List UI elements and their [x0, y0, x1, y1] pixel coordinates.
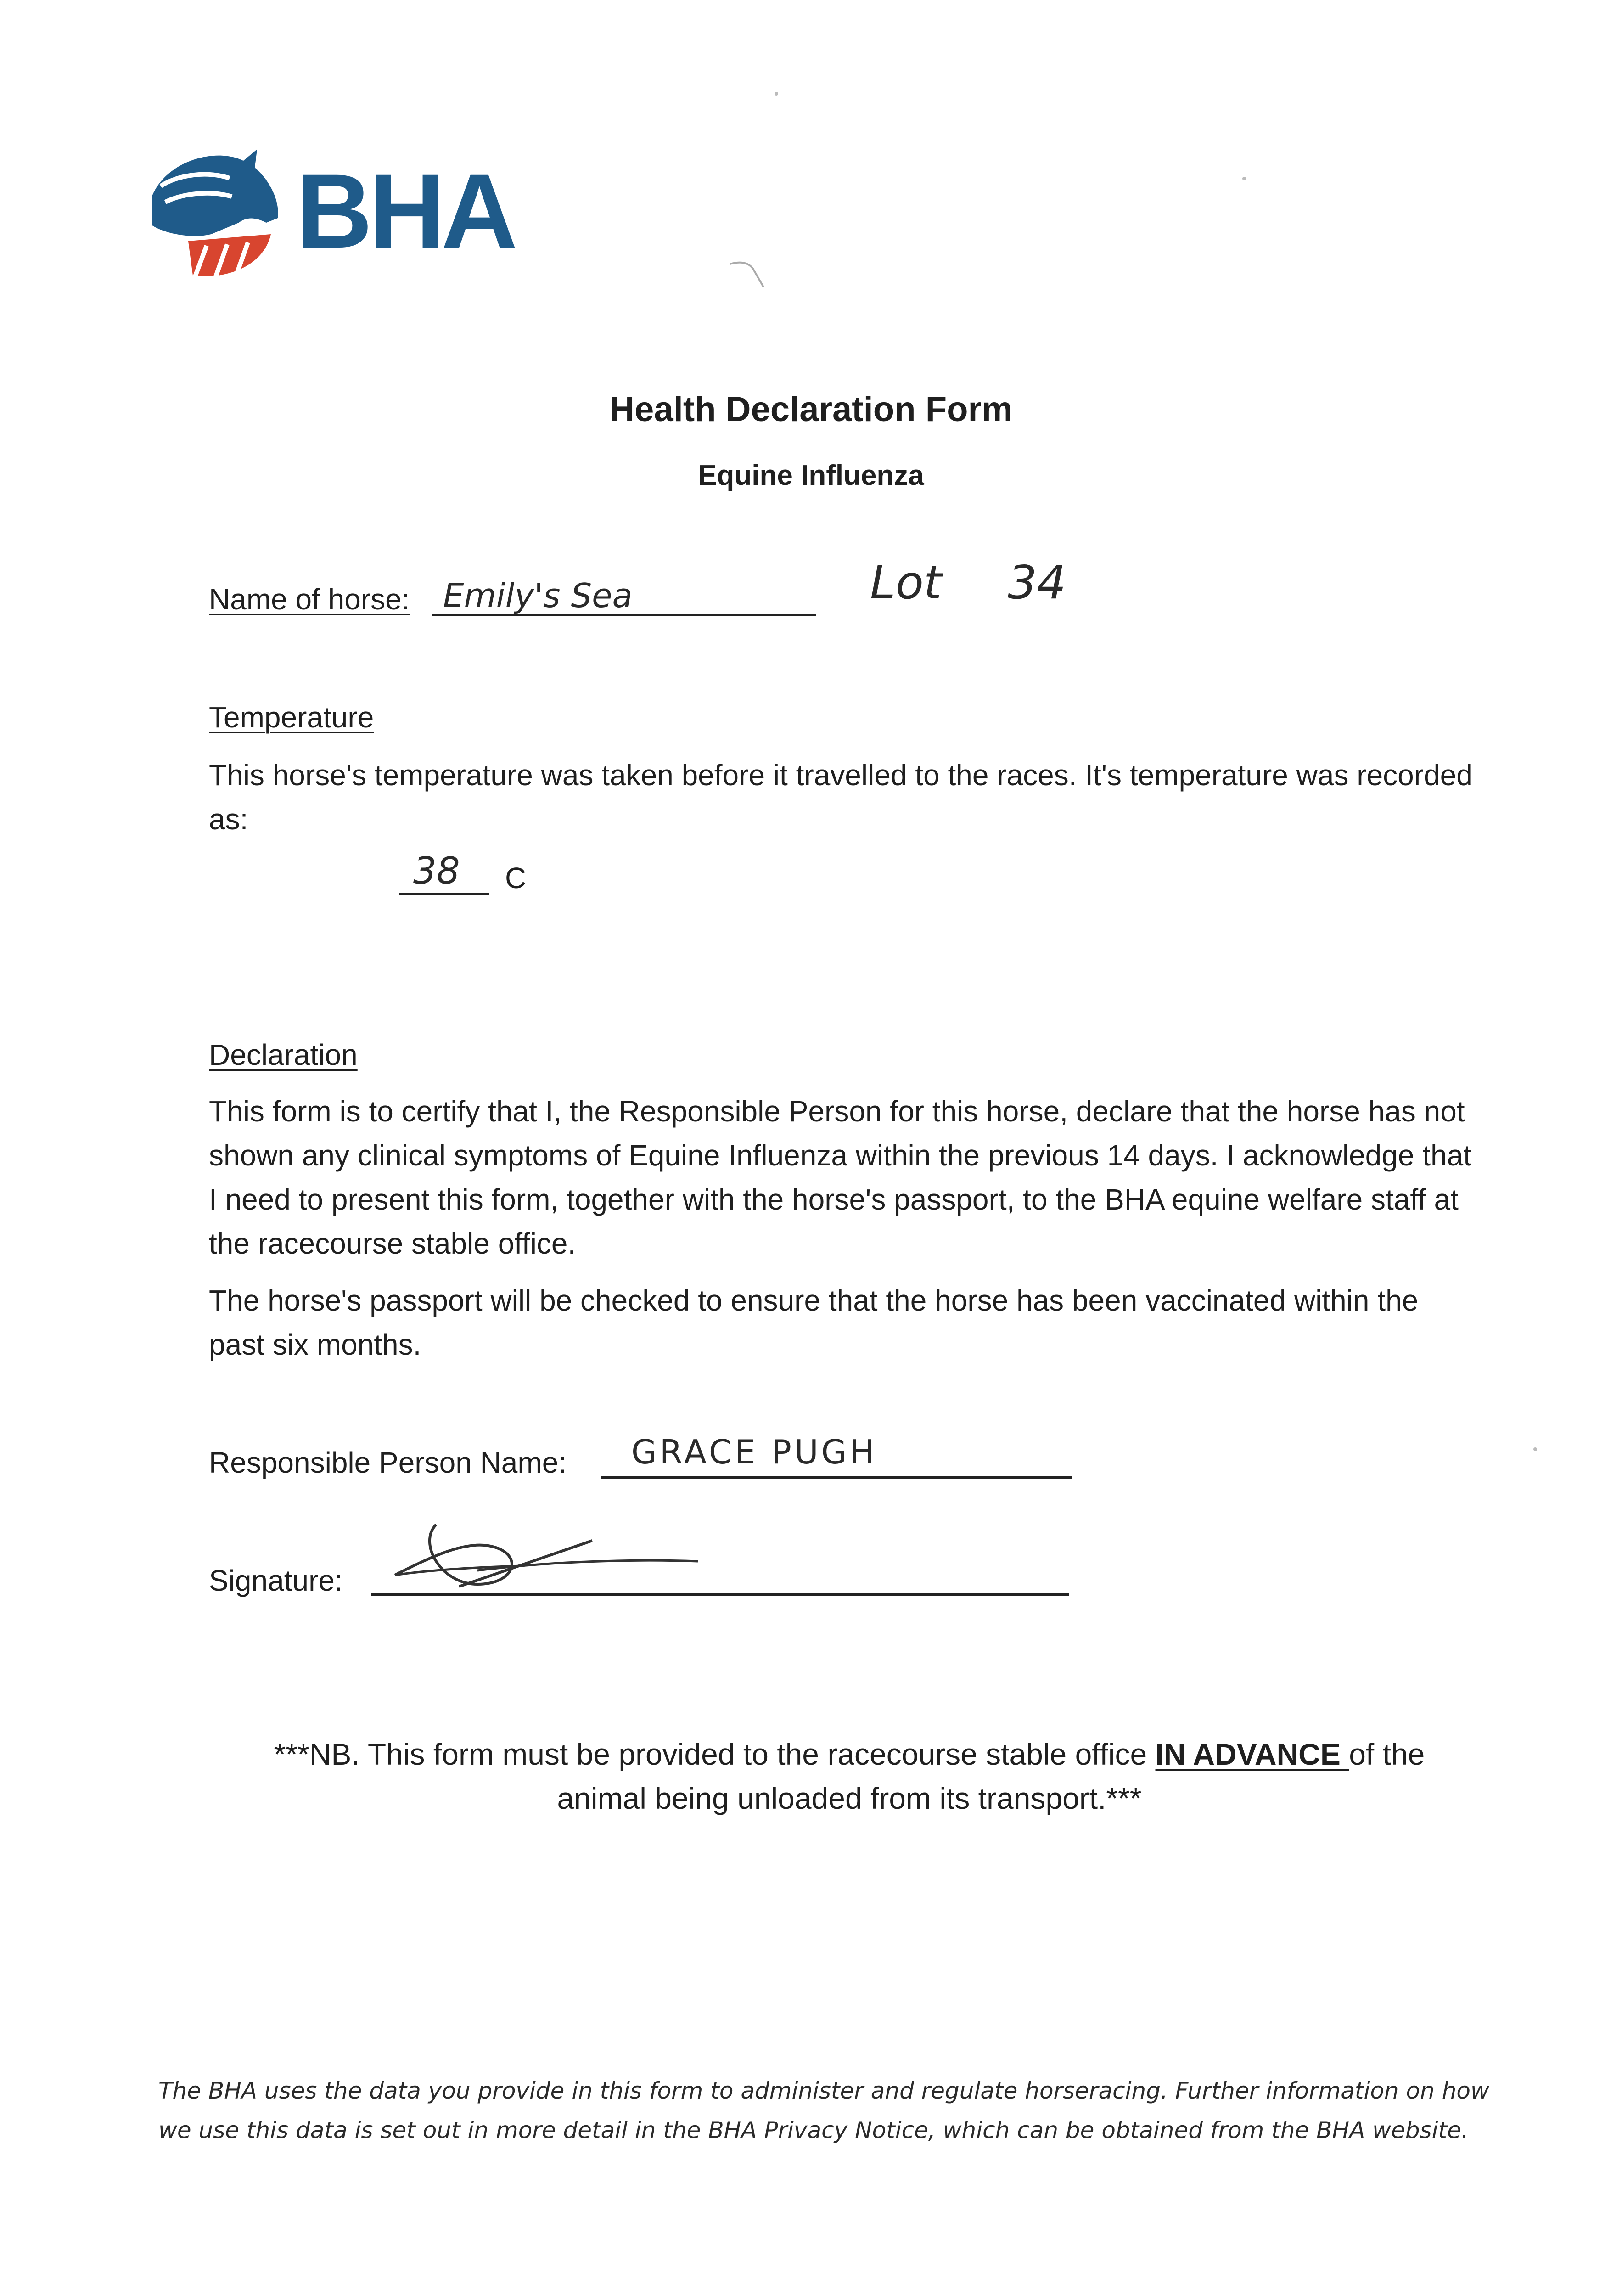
temperature-text: This horse's temperature was taken before it travelled to the races. It's temperature was recorded as: [209, 759, 1473, 836]
horse-name-value[interactable]: Emily's Sea [443, 576, 633, 615]
nb-text-after: of the animal being unloaded from its transport.*** [557, 1737, 1425, 1815]
horse-name-label: Name of horse: [209, 583, 410, 616]
nb-notice [230, 1732, 1469, 1820]
temperature-heading: Temperature [209, 701, 374, 734]
privacy-footer: The BHA uses the data you provide in this form to administer and regulate horseracing. Further information on how we use this data is set out in more detail in the BHA Privacy Notice, which can be obtained from the BHA website. [158, 2077, 1489, 2144]
lot-number: 34 [1008, 556, 1066, 609]
declaration-paragraph-2: The horse's passport will be checked to ensure that the horse has been vaccinated within the past six months. [209, 1284, 1419, 1361]
declaration-paragraph-1: This form is to certify that I, the Responsible Person for this horse, declare that the horse has not shown any clinical symptoms of Equine Influenza within the previous 14 days. I acknowledge that I need to present this form, together with the horse's passport, to the BHA equine welfare staff at the racecourse stable office. [209, 1095, 1471, 1260]
nb-emphasis: IN ADVANCE [1155, 1737, 1349, 1771]
lot-label: Lot [870, 556, 942, 609]
responsible-name-value[interactable]: GRACE PUGH [631, 1433, 877, 1471]
nb-text-before: ***NB. This form must be provided to the racecourse stable office [274, 1737, 1156, 1771]
form-subtitle: Equine Influenza [698, 460, 924, 491]
responsible-name-line [601, 1476, 1072, 1479]
scan-speck [1533, 1447, 1537, 1451]
signature-label: Signature: [209, 1564, 343, 1597]
scan-speck [775, 92, 778, 96]
handwritten-signature [376, 1515, 707, 1598]
declaration-heading: Declaration [209, 1038, 358, 1071]
responsible-name-label: Responsible Person Name: [209, 1446, 567, 1479]
logo-wordmark: BHA [296, 152, 514, 270]
bha-logo [138, 142, 514, 285]
form-title: Health Declaration Form [609, 390, 1013, 429]
scan-mark [728, 259, 769, 292]
temperature-line [399, 893, 489, 895]
temperature-value[interactable]: 38 [413, 850, 460, 892]
temperature-unit: C [505, 861, 527, 895]
scan-speck [1242, 177, 1246, 180]
